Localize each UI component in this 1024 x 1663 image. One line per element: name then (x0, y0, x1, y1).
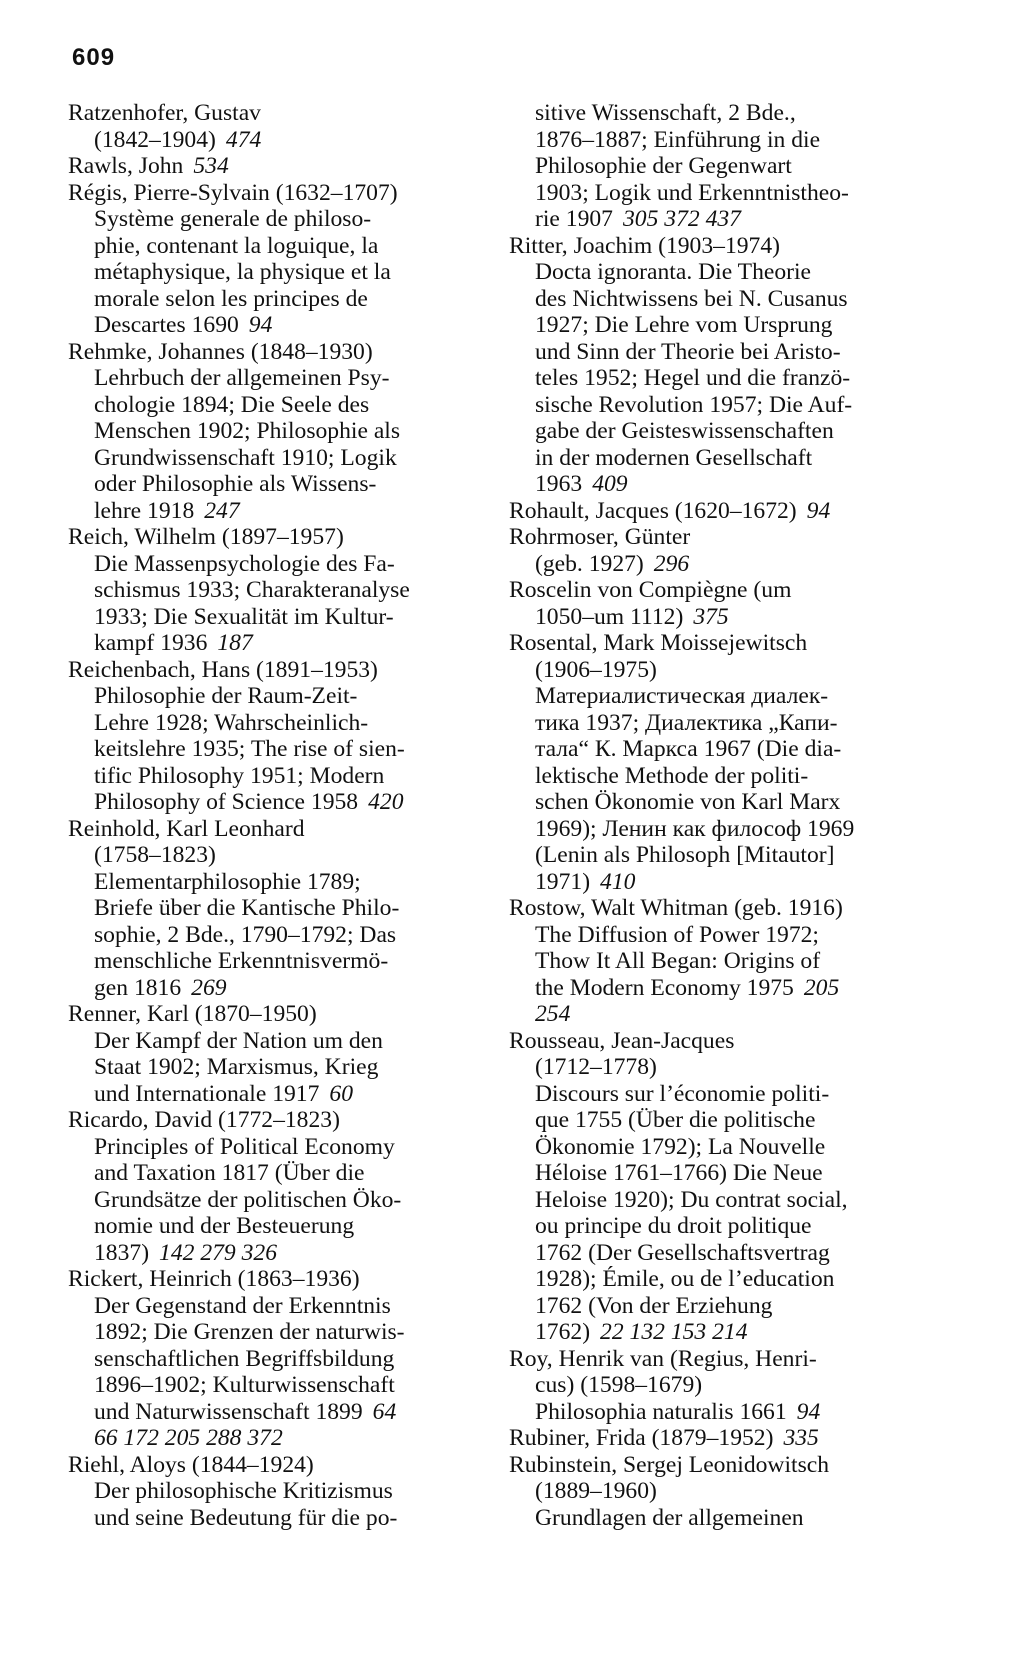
entry-text: Staat 1902; Marxismus, Krieg (94, 1054, 379, 1080)
page-number: 609 (72, 44, 116, 71)
index-entry-line (68, 948, 468, 975)
entry-text: und Sinn der Theorie bei Aristo- (535, 338, 841, 365)
index-entry-heading (68, 1452, 468, 1479)
entry-text: Der philosophische Kritizismus (94, 1478, 393, 1504)
entry-text: sophie, 2 Bde., 1790–1792; Das (94, 921, 397, 948)
index-entry-line (68, 1346, 468, 1373)
entry-text: Rohault, Jacques (1620–1672) (509, 497, 797, 524)
index-entry-line (68, 312, 468, 339)
entry-text: chologie 1894; Die Seele des (94, 391, 370, 418)
index-entry-line (68, 286, 468, 313)
page-references: 534 (193, 153, 229, 179)
index-entry-line (509, 392, 929, 419)
entry-text: métaphysique, la physique et la (94, 259, 391, 285)
entry-text: Ricardo, David (1772–1823) (68, 1107, 340, 1133)
page-references: 60 (329, 1080, 353, 1107)
entry-text: gabe der Geisteswissenschaften (535, 418, 834, 444)
entry-text: Discours sur l’économie politi- (535, 1080, 830, 1107)
page-references: 409 (592, 471, 628, 497)
index-entry-line (68, 259, 468, 286)
index-entry-line (509, 948, 929, 975)
index-entry-line (68, 975, 468, 1002)
entry-text: 1876–1887; Einführung in die (535, 126, 821, 153)
entry-text: Grundlagen der allgemeinen (535, 1504, 804, 1531)
entry-text: Reichenbach, Hans (1891–1953) (68, 656, 378, 683)
entry-text: Reich, Wilhelm (1897–1957) (68, 524, 344, 550)
entry-text: teles 1952; Hegel und die franzö- (535, 365, 851, 391)
entry-text: (1712–1778) (535, 1054, 657, 1080)
index-entry-heading (68, 100, 468, 127)
index-entry-line (68, 1319, 468, 1346)
index-entry-line (509, 816, 929, 843)
page-references: 474 (225, 126, 262, 153)
entry-text: morale selon les principes de (94, 285, 368, 312)
entry-text: Thow It All Began: Origins of (535, 948, 821, 974)
entry-text: Docta ignoranta. Die Theorie (535, 259, 812, 285)
entry-text: Rousseau, Jean-Jacques (509, 1027, 735, 1054)
index-entry-heading (68, 153, 468, 180)
index-entry-line (68, 1293, 468, 1320)
entry-text: Rosental, Mark Moissejewitsch (509, 630, 808, 656)
entry-text: Renner, Karl (1870–1950) (68, 1001, 317, 1027)
index-entry-line (68, 683, 468, 710)
entry-text: 1762 (Von der Erziehung (535, 1292, 773, 1319)
index-entry-line (68, 895, 468, 922)
index-entry-heading (68, 1001, 468, 1028)
index-entry-line (509, 1213, 929, 1240)
entry-text: Système generale de philoso- (94, 206, 372, 232)
index-entry-heading (509, 1452, 929, 1479)
index-entry-line (509, 604, 929, 631)
index-entry-line (509, 1372, 929, 1399)
page-references: 375 (693, 603, 729, 630)
index-entry-line (509, 1160, 929, 1187)
index-entry-line (509, 471, 929, 498)
entry-text: Rickert, Heinrich (1863–1936) (68, 1266, 360, 1292)
entry-text: lektische Methode der politi- (535, 762, 809, 789)
entry-text: senschaftlichen Begriffsbildung (94, 1345, 395, 1372)
index-entry-heading (68, 180, 468, 207)
index-entry-line (68, 365, 468, 392)
entry-text: Ratzenhofer, Gustav (68, 100, 261, 126)
entry-text: (1906–1975) (535, 656, 657, 683)
entry-text: Ökonomie 1792); La Nouvelle (535, 1133, 826, 1160)
entry-text: Heloise 1920); Du contrat social, (535, 1186, 848, 1213)
entry-text: Grundwissenschaft 1910; Logik (94, 444, 397, 471)
entry-text: Der Gegenstand der Erkenntnis (94, 1292, 391, 1319)
entry-text: 1928); Émile, ou de l’education (535, 1266, 835, 1292)
index-entry-line (509, 657, 929, 684)
index-entry-heading (509, 577, 929, 604)
page-references: 410 (600, 868, 636, 895)
entry-text: rie 1907 (535, 206, 613, 232)
index-entry-line (68, 630, 468, 657)
index-entry-line (68, 233, 468, 260)
page-references: 205 (803, 974, 840, 1001)
entry-text: nomie und der Besteuerung (94, 1213, 355, 1239)
index-entry-line (68, 789, 468, 816)
index-entry-line (509, 286, 929, 313)
index-entry-heading (68, 816, 468, 843)
entry-text: тика 1937; Диалектика „Капи- (535, 709, 838, 736)
page-references: 22 132 153 214 (600, 1319, 748, 1345)
page-references: 94 (806, 497, 831, 524)
entry-text: sische Revolution 1957; Die Auf- (535, 391, 853, 418)
index-entry-line (509, 763, 929, 790)
entry-text: phie, contenant la loguique, la (94, 232, 379, 259)
index-entry-line (509, 418, 929, 445)
entry-text: Rubiner, Frida (1879–1952) (509, 1425, 774, 1451)
entry-text: Grundsätze der politischen Öko- (94, 1186, 402, 1213)
index-entry-line (509, 180, 929, 207)
entry-text: Rehmke, Johannes (1848–1930) (68, 338, 373, 365)
index-entry-heading (68, 524, 468, 551)
index-entry-heading (68, 1266, 468, 1293)
index-entry-line (509, 1505, 929, 1532)
index-column-left (68, 100, 468, 1531)
index-entry-heading (509, 1028, 929, 1055)
index-entry-line (68, 1213, 468, 1240)
entry-text: Philosophia naturalis 1661 (535, 1398, 787, 1425)
page-references: 335 (783, 1425, 819, 1451)
entry-text: Материалистическая диалек- (535, 683, 829, 709)
page-references: 64 (372, 1398, 397, 1425)
entry-text: sitive Wissenschaft, 2 Bde., (535, 100, 796, 126)
index-entry-line (68, 127, 468, 154)
index-entry-line (68, 763, 468, 790)
index-entry-heading (68, 339, 468, 366)
index-entry-line (68, 869, 468, 896)
entry-text: 1762 (Der Gesellschaftsvertrag (535, 1239, 830, 1266)
index-entry-line (509, 1107, 929, 1134)
index-entry-line (509, 1054, 929, 1081)
entry-text: Elementarphilosophie 1789; (94, 868, 361, 895)
index-entry-line (509, 1187, 929, 1214)
index-entry-line (68, 471, 468, 498)
index-entry-line (68, 1425, 468, 1452)
entry-text: gen 1816 (94, 974, 182, 1001)
index-entry-line (68, 1240, 468, 1267)
entry-text: und Internationale 1917 (94, 1080, 320, 1107)
index-entry-line (68, 577, 468, 604)
page-references: 247 (204, 497, 240, 524)
entry-text: (1842–1904) (94, 126, 216, 153)
index-entry-line (509, 1293, 929, 1320)
page-references: 254 (535, 1001, 571, 1027)
entry-text: Philosophy of Science 1958 (94, 789, 359, 815)
entry-text: cus) (1598–1679) (535, 1372, 703, 1398)
index-entry-line (68, 736, 468, 763)
index-entry-line (509, 842, 929, 869)
index-entry-line (509, 127, 929, 154)
index-entry-line (68, 1134, 468, 1161)
index-entry-line (509, 789, 929, 816)
page-references: 142 279 326 (159, 1239, 278, 1266)
index-entry-heading (68, 657, 468, 684)
page-references: 305 372 437 (622, 206, 741, 232)
entry-text: Der Kampf der Nation um den (94, 1027, 383, 1054)
page-references: 187 (217, 630, 253, 656)
entry-text: und Naturwissenschaft 1899 (94, 1398, 363, 1425)
index-entry-line (68, 392, 468, 419)
index-entry-line (509, 1134, 929, 1161)
index-entry-line (509, 922, 929, 949)
index-entry-line (509, 445, 929, 472)
entry-text: 1837) (94, 1239, 150, 1266)
index-entry-line (68, 1028, 468, 1055)
entry-text: Ritter, Joachim (1903–1974) (509, 232, 780, 259)
index-entry-line (68, 1505, 468, 1532)
index-entry-line (509, 339, 929, 366)
page-references: 269 (191, 974, 227, 1001)
entry-text: Roy, Henrik van (Regius, Henri- (509, 1345, 817, 1372)
entry-text: Briefe über die Kantische Philo- (94, 895, 400, 921)
entry-text: (1889–1960) (535, 1478, 657, 1504)
entry-text: the Modern Economy 1975 (535, 974, 794, 1001)
entry-text: Lehre 1928; Wahrscheinlich- (94, 709, 369, 736)
entry-text: (1758–1823) (94, 842, 216, 868)
index-entry-heading (509, 1425, 929, 1452)
entry-text: Reinhold, Karl Leonhard (68, 815, 305, 842)
entry-text: schismus 1933; Charakteranalyse (94, 577, 410, 603)
index-entry-heading (509, 524, 929, 551)
entry-text: and Taxation 1817 (Über die (94, 1160, 365, 1186)
entry-text: ou principe du droit politique (535, 1213, 812, 1239)
entry-text: тала“ К. Маркса 1967 (Die dia- (535, 736, 842, 762)
index-entry-line (68, 922, 468, 949)
index-entry-line (68, 551, 468, 578)
entry-text: Philosophie der Gegenwart (535, 153, 792, 179)
index-entry-line (68, 1478, 468, 1505)
entry-text: 1762) (535, 1319, 591, 1345)
entry-text: Descartes 1690 (94, 312, 239, 338)
entry-text: keitslehre 1935; The rise of sien- (94, 736, 405, 762)
entry-text: que 1755 (Über die politische (535, 1107, 816, 1133)
entry-text: 1903; Logik und Erkenntnistheo- (535, 179, 849, 206)
index-entry-heading (509, 630, 929, 657)
entry-text: Rostow, Walt Whitman (geb. 1916) (509, 895, 843, 921)
page-references: 94 (796, 1398, 821, 1425)
page-references: 94 (248, 312, 273, 338)
index-entry-line (509, 312, 929, 339)
entry-text: tific Philosophy 1951; Modern (94, 762, 385, 789)
index-entry-line (68, 1160, 468, 1187)
entry-text: Principles of Political Economy (94, 1133, 395, 1160)
index-entry-line (509, 1478, 929, 1505)
index-entry-line (68, 1054, 468, 1081)
index-entry-line (68, 445, 468, 472)
index-entry-line (68, 1187, 468, 1214)
index-entry-line (509, 1001, 929, 1028)
index-entry-heading (509, 233, 929, 260)
entry-text: in der modernen Gesellschaft (535, 444, 813, 471)
entry-text: 1050–um 1112) (535, 603, 684, 630)
index-entry-line (509, 551, 929, 578)
entry-text: und seine Bedeutung für die po- (94, 1504, 398, 1531)
index-entry-line (509, 100, 929, 127)
index-entry-heading (509, 498, 929, 525)
index-entry-line (68, 1081, 468, 1108)
index-entry-line (68, 1372, 468, 1399)
entry-text: Riehl, Aloys (1844–1924) (68, 1451, 314, 1478)
entry-text: Héloise 1761–1766) Die Neue (535, 1160, 823, 1186)
entry-text: Menschen 1902; Philosophie als (94, 418, 401, 444)
index-entry-line (509, 683, 929, 710)
entry-text: oder Philosophie als Wissens- (94, 471, 377, 497)
index-entry-line (509, 710, 929, 737)
index-entry-line (509, 259, 929, 286)
entry-text: Die Massenpsychologie des Fa- (94, 550, 395, 577)
index-entry-line (509, 365, 929, 392)
index-entry-line (68, 710, 468, 737)
index-entry-line (509, 1319, 929, 1346)
page-references: 296 (653, 550, 690, 577)
index-entry-line (509, 153, 929, 180)
index-column-right (509, 100, 929, 1531)
entry-text: 1933; Die Sexualität im Kultur- (94, 603, 394, 630)
entry-text: 1896–1902; Kulturwissenschaft (94, 1372, 395, 1398)
entry-text: Roscelin von Compiègne (um (509, 577, 792, 603)
index-entry-line (509, 1399, 929, 1426)
entry-text: Rohrmoser, Günter (509, 524, 691, 550)
entry-text: 1963 (535, 471, 583, 497)
entry-text: 1969); Ленин как философ 1969 (535, 815, 855, 842)
index-entry-line (509, 1081, 929, 1108)
entry-text: Rubinstein, Sergej Leonidowitsch (509, 1451, 830, 1478)
entry-text: 1892; Die Grenzen der naturwis- (94, 1319, 405, 1345)
entry-text: schen Ökonomie von Karl Marx (535, 789, 841, 815)
entry-text: Lehrbuch der allgemeinen Psy- (94, 365, 390, 391)
index-entry-line (68, 206, 468, 233)
entry-text: des Nichtwissens bei N. Cusanus (535, 285, 848, 312)
index-entry-line (68, 418, 468, 445)
index-entry-heading (509, 895, 929, 922)
index-entry-line (509, 1240, 929, 1267)
index-entry-line (68, 1399, 468, 1426)
entry-text: 1927; Die Lehre vom Ursprung (535, 312, 833, 338)
index-entry-line (509, 869, 929, 896)
index-entry-line (68, 498, 468, 525)
page-references: 66 172 205 288 372 (94, 1425, 283, 1451)
index-entry-heading (68, 1107, 468, 1134)
entry-text: Régis, Pierre-Sylvain (1632–1707) (68, 179, 398, 206)
index-entry-line (509, 206, 929, 233)
entry-text: Rawls, John (68, 153, 184, 179)
entry-text: (geb. 1927) (535, 550, 644, 577)
index-entry-line (509, 1266, 929, 1293)
entry-text: Philosophie der Raum-Zeit- (94, 683, 358, 709)
page-references: 420 (368, 789, 404, 815)
entry-text: 1971) (535, 868, 591, 895)
index-entry-line (68, 604, 468, 631)
entry-text: kampf 1936 (94, 630, 208, 656)
entry-text: The Diffusion of Power 1972; (535, 921, 819, 948)
entry-text: lehre 1918 (94, 497, 195, 524)
index-entry-heading (509, 1346, 929, 1373)
index-entry-line (509, 975, 929, 1002)
entry-text: menschliche Erkenntnisvermö- (94, 948, 389, 974)
entry-text: (Lenin als Philosoph [Mitautor] (535, 842, 835, 868)
index-entry-line (68, 842, 468, 869)
index-entry-line (509, 736, 929, 763)
